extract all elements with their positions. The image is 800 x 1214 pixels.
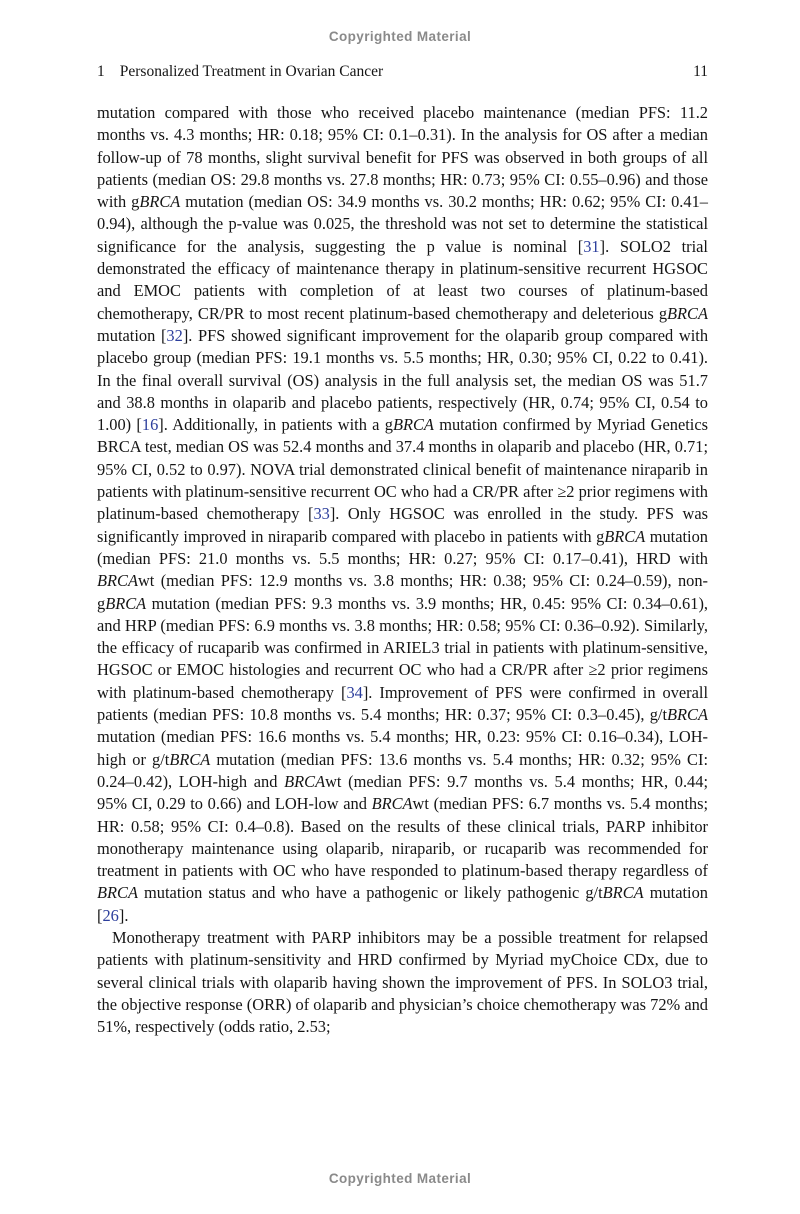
copyright-notice-bottom: Copyrighted Material [328, 1171, 472, 1186]
text-run: mutation (median PFS: 13.6 months vs. 5.4 months; HR: 0.32; 95% CI: 0.24–0.42), LOH-high and [97, 749, 708, 791]
text-run: mutation [ [97, 883, 708, 925]
gene-name-italic: BRCA [604, 526, 646, 546]
page-number: 11 [693, 63, 708, 80]
text-run: ]. PFS showed significant improvement for the olaparib group compared with placebo group (median PFS: 19.1 months vs. 5.5 months; HR, 0.30; 95% CI, 0.22 to 0.41). In the final overall survival (OS) analysis in the full analysis set, the median OS was 51.7 and 38.8 months in olaparib and placebo patients, respectively (HR, 0.74; 95% CI, 0.54 to 1.00) [ [97, 325, 709, 435]
text-run: mutation compared with those who received placebo maintenance (median PFS: 11.2 months vs. 4.3 months; HR: 0.18; 95% CI: 0.1–0.31). In the analysis for OS after a median follow-up of 78 months, slight survival benefit for PFS was observed in both groups of all patients (median OS: 29.8 months vs. 27.8 months; HR: 0.73; 95% CI: 0.55–0.96) and those with g [97, 103, 708, 212]
text-run: mutation [ [97, 325, 167, 345]
text-run: ]. [118, 905, 129, 925]
paragraph [97, 102, 708, 927]
text-run: ]. Additionally, in patients with a g [158, 415, 393, 435]
text-run: mutation (median PFS: 21.0 months vs. 5.5 months; HR: 0.27; 95% CI: 0.17–0.41), HRD with [97, 526, 708, 568]
running-head [97, 63, 708, 81]
gene-name-italic: BRCA [602, 883, 644, 903]
text-run: wt (median PFS: 12.9 months vs. 3.8 months; HR: 0.38; 95% CI: 0.24–0.59), non-g [97, 571, 708, 613]
gene-name-italic: BRCA [371, 794, 413, 814]
gene-name-italic: BRCA [105, 593, 147, 613]
gene-name-italic: BRCA [667, 705, 708, 725]
text-run: ]. Improvement of PFS were confirmed in overall patients (median PFS: 10.8 months vs. 5.4 months; HR: 0.37; 95% CI: 0.3–0.45), g/t [97, 682, 709, 725]
paragraph [97, 927, 708, 1038]
text-run: mutation confirmed by Myriad Genetics BRCA test, median OS was 52.4 months and 37.4 months in olaparib and placebo (HR, 0.71; 95% CI, 0.52 to 0.97). NOVA trial demonstrated clinical benefit of maintenance niraparib in patients with platinum-sensitive recurrent OC who had a CR/PR after ≥2 prior regimens with platinum-based chemotherapy [ [97, 415, 709, 524]
text-run: mutation (median PFS: 16.6 months vs. 5.4 months; HR, 0.23: 95% CI: 0.16–0.34), LOH-high or g/t [97, 727, 708, 769]
body-text [97, 102, 708, 1038]
text-run: mutation status and who have a pathogenic or likely pathogenic g/t [137, 883, 603, 903]
citation-number[interactable]: 32 [166, 325, 183, 345]
text-run: mutation (median OS: 34.9 months vs. 30.2 months; HR: 0.62; 95% CI: 0.41–0.94), although the p-value was 0.025, the threshold was not set to determine the statistical significance for the analysis, suggesting the p value is nominal [ [97, 192, 708, 256]
gene-name-italic: BRCA [667, 303, 708, 323]
gene-name-italic: BRCA [97, 883, 138, 903]
text-run: ]. Only HGSOC was enrolled in the study. PFS was significantly improved in niraparib compared with placebo in patients with g [97, 504, 708, 546]
chapter-number: 1 [97, 63, 105, 80]
copyright-notice-top: Copyrighted Material [328, 29, 472, 44]
gene-name-italic: BRCA [284, 771, 326, 791]
text-run: ]. SOLO2 trial demonstrated the efficacy of maintenance therapy in platinum-sensitive recurrent HGSOC and EMOC patients with completion of at least two courses of platinum-based chemotherapy, CR/PR to most recent platinum-based chemotherapy and deleterious g [97, 236, 708, 323]
text-run: wt (median PFS: 6.7 months vs. 5.4 months; HR: 0.58; 95% CI: 0.4–0.8). Based on the results of these clinical trials, PARP inhibitor monotherapy maintenance using olaparib, niraparib, or rucaparib was recommended for treatment in patients with OC who have responded to platinum-based therapy regardless of [97, 794, 709, 881]
gene-name-italic: BRCA [169, 749, 211, 769]
chapter-title: Personalized Treatment in Ovarian Cancer [119, 63, 384, 80]
citation-number[interactable]: 34 [346, 682, 363, 702]
gene-name-italic: BRCA [139, 192, 181, 212]
gene-name-italic: BRCA [97, 571, 138, 591]
gene-name-italic: BRCA [392, 415, 434, 435]
citation-number[interactable]: 16 [141, 415, 159, 435]
citation-number[interactable]: 26 [102, 905, 119, 925]
text-run: wt (median PFS: 9.7 months vs. 5.4 months; HR, 0.44; 95% CI, 0.29 to 0.66) and LOH-low and [97, 771, 708, 814]
citation-number[interactable]: 33 [313, 504, 330, 524]
text-run: Monotherapy treatment with PARP inhibitors may be a possible treatment for relapsed patients with platinum-sensitivity and HRD confirmed by Myriad myChoice CDx, due to several clinical trials with olaparib having shown the improvement of PFS. In SOLO3 trial, the objective response (ORR) of olaparib and physician’s choice chemotherapy was 72% and 51%, respectively (odds ratio, 2.53; [97, 927, 708, 1037]
running-head-left [97, 63, 383, 81]
citation-number[interactable]: 31 [583, 236, 600, 256]
text-run: mutation (median PFS: 9.3 months vs. 3.9 months; HR, 0.45: 95% CI: 0.34–0.61), and HRP (median PFS: 6.9 months vs. 3.8 months; HR: 0.58; 95% CI: 0.36–0.92). Similarly, the efficacy of rucaparib was confirmed in ARIEL3 trial in patients with platinum-sensitive, HGSOC or EMOC histologies and recurrent OC who had a CR/PR after ≥2 prior regimens with platinum-based chemotherapy [ [97, 593, 708, 702]
